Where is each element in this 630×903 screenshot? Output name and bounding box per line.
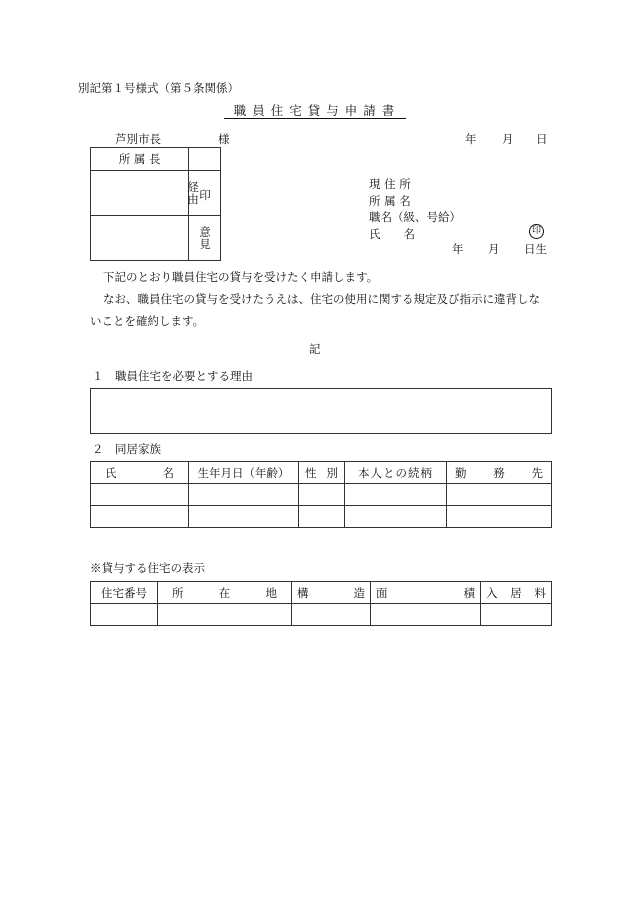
document-title (0, 101, 630, 119)
applicant-seal: 印 (529, 224, 544, 239)
house-header-rent (481, 582, 552, 604)
title-text: 職員住宅貸与申請書 (224, 103, 407, 119)
form-code: 別記第１号様式（第５条関係） (78, 81, 239, 95)
house-header-area (371, 582, 481, 604)
family-cell[interactable] (189, 506, 299, 528)
family-cell[interactable] (91, 484, 189, 506)
birth-day: 日生 (524, 242, 547, 256)
approval-seal: 印 (199, 188, 211, 202)
reason-input-box[interactable] (90, 388, 552, 434)
family-header-gender-2: 別 (326, 465, 338, 480)
house-header-area-1: 面 (376, 585, 388, 600)
family-cell[interactable] (345, 484, 447, 506)
via-label-1: 経 (187, 180, 199, 194)
house-header-location (158, 582, 292, 604)
family-header-name-2: 名 (162, 465, 174, 480)
family-header-work-2: 務 (493, 465, 505, 480)
opinion-cell (189, 216, 221, 261)
house-header-area-2: 積 (463, 585, 475, 600)
family-header-name (91, 462, 189, 484)
house-header-location-1: 所 (172, 585, 184, 600)
addressee: 芦別市長 (115, 132, 161, 146)
applicant-department-label: 所 属 名 (369, 194, 411, 208)
via-sign-cell[interactable] (91, 171, 189, 216)
family-header-birth: 生年月日（年齢） (189, 462, 299, 484)
opinion-label-2: 見 (199, 237, 211, 251)
house-header-location-3: 地 (265, 585, 277, 600)
family-header-work (447, 462, 552, 484)
house-header-structure-1: 構 (297, 585, 309, 600)
table-row (91, 484, 552, 506)
approval-box (90, 147, 221, 261)
birth-year: 年 (452, 242, 464, 256)
family-header-relation: 本人との続柄 (345, 462, 447, 484)
house-table (90, 581, 552, 626)
date-day: 日 (536, 132, 548, 146)
family-cell[interactable] (447, 484, 552, 506)
family-cell[interactable] (189, 484, 299, 506)
family-cell[interactable] (447, 506, 552, 528)
family-cell[interactable] (299, 484, 345, 506)
body-line-3: いことを確約します。 (90, 314, 205, 328)
house-header-location-2: 在 (218, 585, 231, 600)
family-header-work-1: 勤 (455, 465, 467, 480)
applicant-address-label: 現 住 所 (369, 177, 411, 191)
section-family-heading: ２ 同居家族 (92, 442, 161, 456)
family-header-row (91, 462, 552, 484)
ki-heading: 記 (309, 342, 321, 356)
birth-month: 月 (488, 242, 500, 256)
body-line-2: なお、職員住宅の貸与を受けたうえは、住宅の使用に関する規定及び指示に違背しな (103, 292, 540, 306)
honorific: 様 (218, 132, 230, 146)
house-cell[interactable] (292, 604, 371, 626)
house-header-structure (292, 582, 371, 604)
house-header-structure-2: 造 (353, 585, 365, 600)
house-cell[interactable] (481, 604, 552, 626)
approval-header-cell (91, 148, 189, 171)
date-year: 年 (465, 132, 477, 146)
opinion-sign-cell[interactable] (91, 216, 189, 261)
section-house-heading: ※貸与する住宅の表示 (90, 561, 205, 575)
house-header-number: 住宅番号 (91, 582, 158, 604)
house-cell[interactable] (371, 604, 481, 626)
section-reason-heading: １ 職員住宅を必要とする理由 (92, 369, 253, 383)
family-header-name-1: 氏 (105, 465, 117, 480)
family-table (90, 461, 552, 528)
approval-header: 所 属 長 (118, 152, 161, 166)
family-header-work-3: 先 (531, 465, 543, 480)
applicant-name-label: 氏 名 (369, 227, 415, 241)
approval-header-side (189, 148, 221, 171)
house-header-row (91, 582, 552, 604)
table-row (91, 604, 552, 626)
family-header-gender-1: 性 (305, 465, 317, 480)
family-cell[interactable] (91, 506, 189, 528)
body-line-1: 下記のとおり職員住宅の貸与を受けたく申請します。 (103, 270, 379, 284)
applicant-position-label: 職名（級、号給） (369, 210, 461, 224)
date-month: 月 (502, 132, 514, 146)
via-label-2: 由 (187, 192, 199, 206)
house-header-rent-1: 入 (486, 585, 498, 600)
house-cell[interactable] (158, 604, 292, 626)
table-row (91, 506, 552, 528)
house-header-rent-3: 料 (534, 585, 546, 600)
via-cell (189, 171, 221, 216)
family-cell[interactable] (299, 506, 345, 528)
family-cell[interactable] (345, 506, 447, 528)
house-cell[interactable] (91, 604, 158, 626)
family-header-gender (299, 462, 345, 484)
opinion-label-1: 意 (199, 225, 211, 239)
house-header-rent-2: 居 (510, 585, 522, 600)
